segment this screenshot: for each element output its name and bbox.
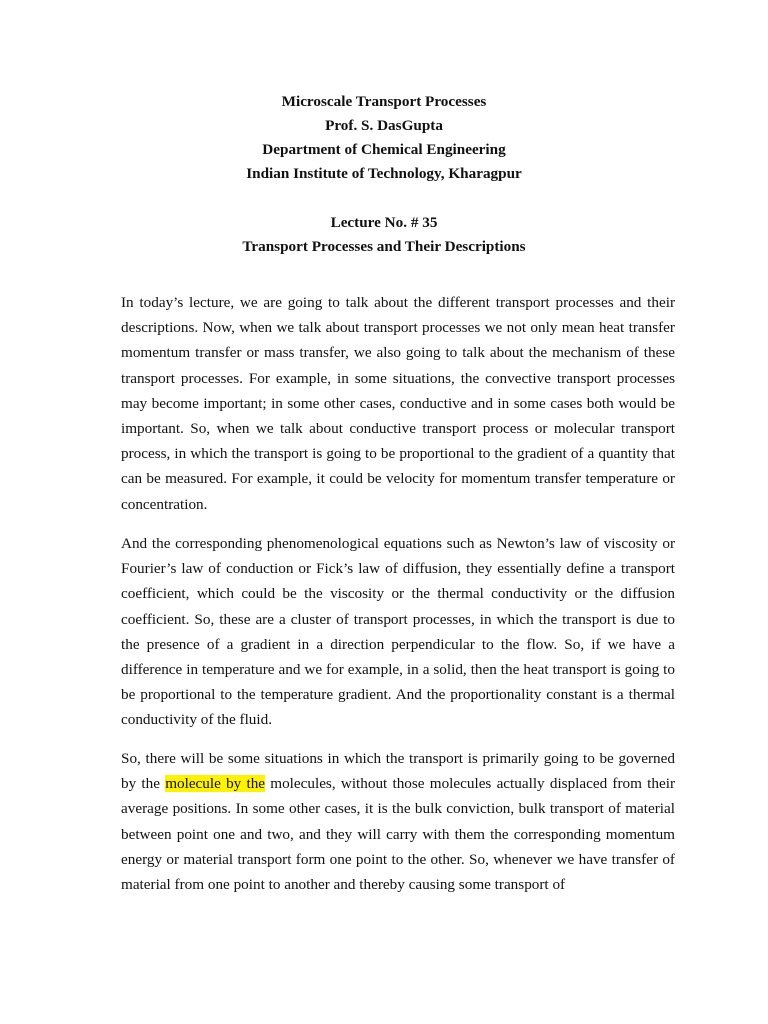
lecture-number: Lecture No. # 35 [330,214,438,231]
paragraph-text: And the corresponding phenomenological equations such as Newton’s law of viscosity or Fourier’s law of conduction or Fick’s law of diffusion, they essentially define a transport coefficient, which could be the viscosity or the thermal conductivity or the diffusion coefficient. So, these are a cluster of transport processes, in which the transport is due to the presence of a gradient in a direction perpendicular to the flow. So, if we have a difference in temperature and we for example, in a solid, then the heat transport is going to be proportional to the temperature gradient. And the proportionality constant is a thermal conductivity of the fluid. [121,535,675,729]
lecture-header [0,211,768,259]
department-name: Department of Chemical Engineering [262,141,506,158]
text-segment: So, there will be some situations in which the transport is primarily going to be governed by the [121,750,675,793]
paragraph-text [121,746,675,897]
highlighted-text: molecule by the [165,775,266,793]
document-header [0,90,768,186]
lecture-title: Transport Processes and Their Descriptions [242,238,526,255]
paragraph-1 [121,290,675,517]
institute-name: Indian Institute of Technology, Kharagpur [246,165,522,182]
professor-name: Prof. S. DasGupta [325,117,443,134]
paragraph-3 [121,746,675,897]
paragraph-text: In today’s lecture, we are going to talk about the different transport processes and their descriptions. Now, when we talk about transport processes we not only mean heat transfer momentum transfer or mass transfer, we also going to talk about the mechanism of these transport processes. For example, in some situations, the convective transport processes may become important; in some other cases, conductive and in some cases both would be important. So, when we talk about conductive transport process or molecular transport process, in which the transport is going to be proportional to the gradient of a quantity that can be measured. For example, it could be velocity for momentum transfer temperature or concentration. [121,294,675,513]
course-title: Microscale Transport Processes [281,93,487,110]
text-segment: molecules, without those molecules actually displaced from their average positions. In some other cases, it is the bulk conviction, bulk transport of material between point one and two, and they will carry with them the corresponding momentum energy or material transport form one point to the other. So, whenever we have transfer of material from one point to another and thereby causing some transport of [121,775,676,894]
paragraph-2 [121,531,675,733]
